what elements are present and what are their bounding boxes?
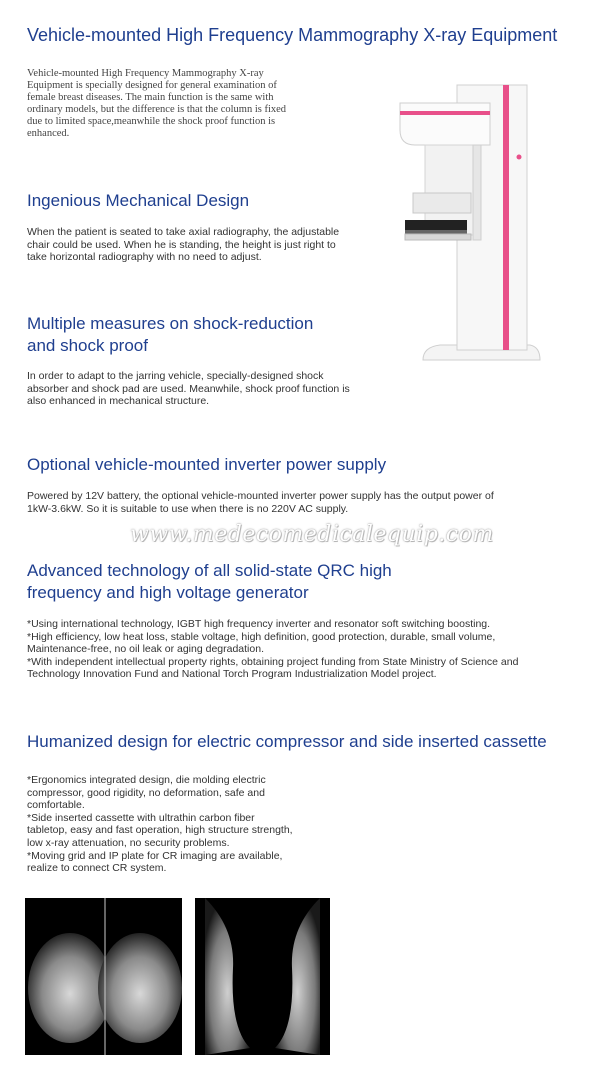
intro-paragraph: Vehicle-mounted High Frequency Mammography X-ray Equipment is specially designed for general examination of female breast diseases. The main function is the same with ordinary models, but the difference is that the column is fixed due to limited space,meanwhile the shock proof function is enhanced. xyxy=(27,68,287,139)
section-body-shock: In order to adapt to the jarring vehicle, specially-designed shock absorber and shock pad are used. Meanwhile, shock proof function is also enhanced in mechanical structure. xyxy=(27,370,350,408)
page-title: Vehicle-mounted High Frequency Mammography X-ray Equipment xyxy=(27,25,558,45)
section-body-inverter: Powered by 12V battery, the optional vehicle-mounted inverter power supply has the output power of 1kW-3.6kW. So it is suitable to use when there is no 220V AC supply. xyxy=(27,490,494,515)
section-heading-inverter: Optional vehicle-mounted inverter power supply xyxy=(27,455,387,474)
section-body-generator: *Using international technology, IGBT high frequency inverter and resonator soft switching boosting. *High efficiency, low heat loss, stable voltage, high definition, good protection, durable, small volume, Maintenance-free, no oil leak or aging degradation. *With independent intellectual property rights, obtaining project funding from State Ministry of Science and Technology Innovation Fund and National Torch Program Industrialization Model project. xyxy=(27,618,519,681)
section-body-mechanical: When the patient is seated to take axial radiography, the adjustable chair could be used. When he is standing, the height is just right to take horizontal radiography with no need to adjust. xyxy=(27,226,340,264)
section-heading-generator: Advanced technology of all solid-state QRC high frequency and high voltage generator xyxy=(27,561,392,602)
section-body-compressor: *Ergonomics integrated design, die molding electric compressor, good rigidity, no deformation, safe and comfortable. *Side inserted cassette with ultrathin carbon fiber tabletop, easy and fast operation, high structure strength, low x-ray attenuation, no security problems. *Moving grid and IP plate for CR imaging are available, realize to connect CR system. xyxy=(27,774,293,875)
watermark-text: www.medecomedicalequip.com xyxy=(130,522,494,547)
mammography-machine-image xyxy=(395,75,545,375)
section-heading-shock: Multiple measures on shock-reduction and shock proof xyxy=(27,314,314,355)
mammogram-image-right xyxy=(195,898,330,1055)
section-heading-mechanical: Ingenious Mechanical Design xyxy=(27,191,250,210)
section-heading-compressor: Humanized design for electric compressor and side inserted cassette xyxy=(27,732,547,751)
mammogram-image-left xyxy=(25,898,182,1055)
